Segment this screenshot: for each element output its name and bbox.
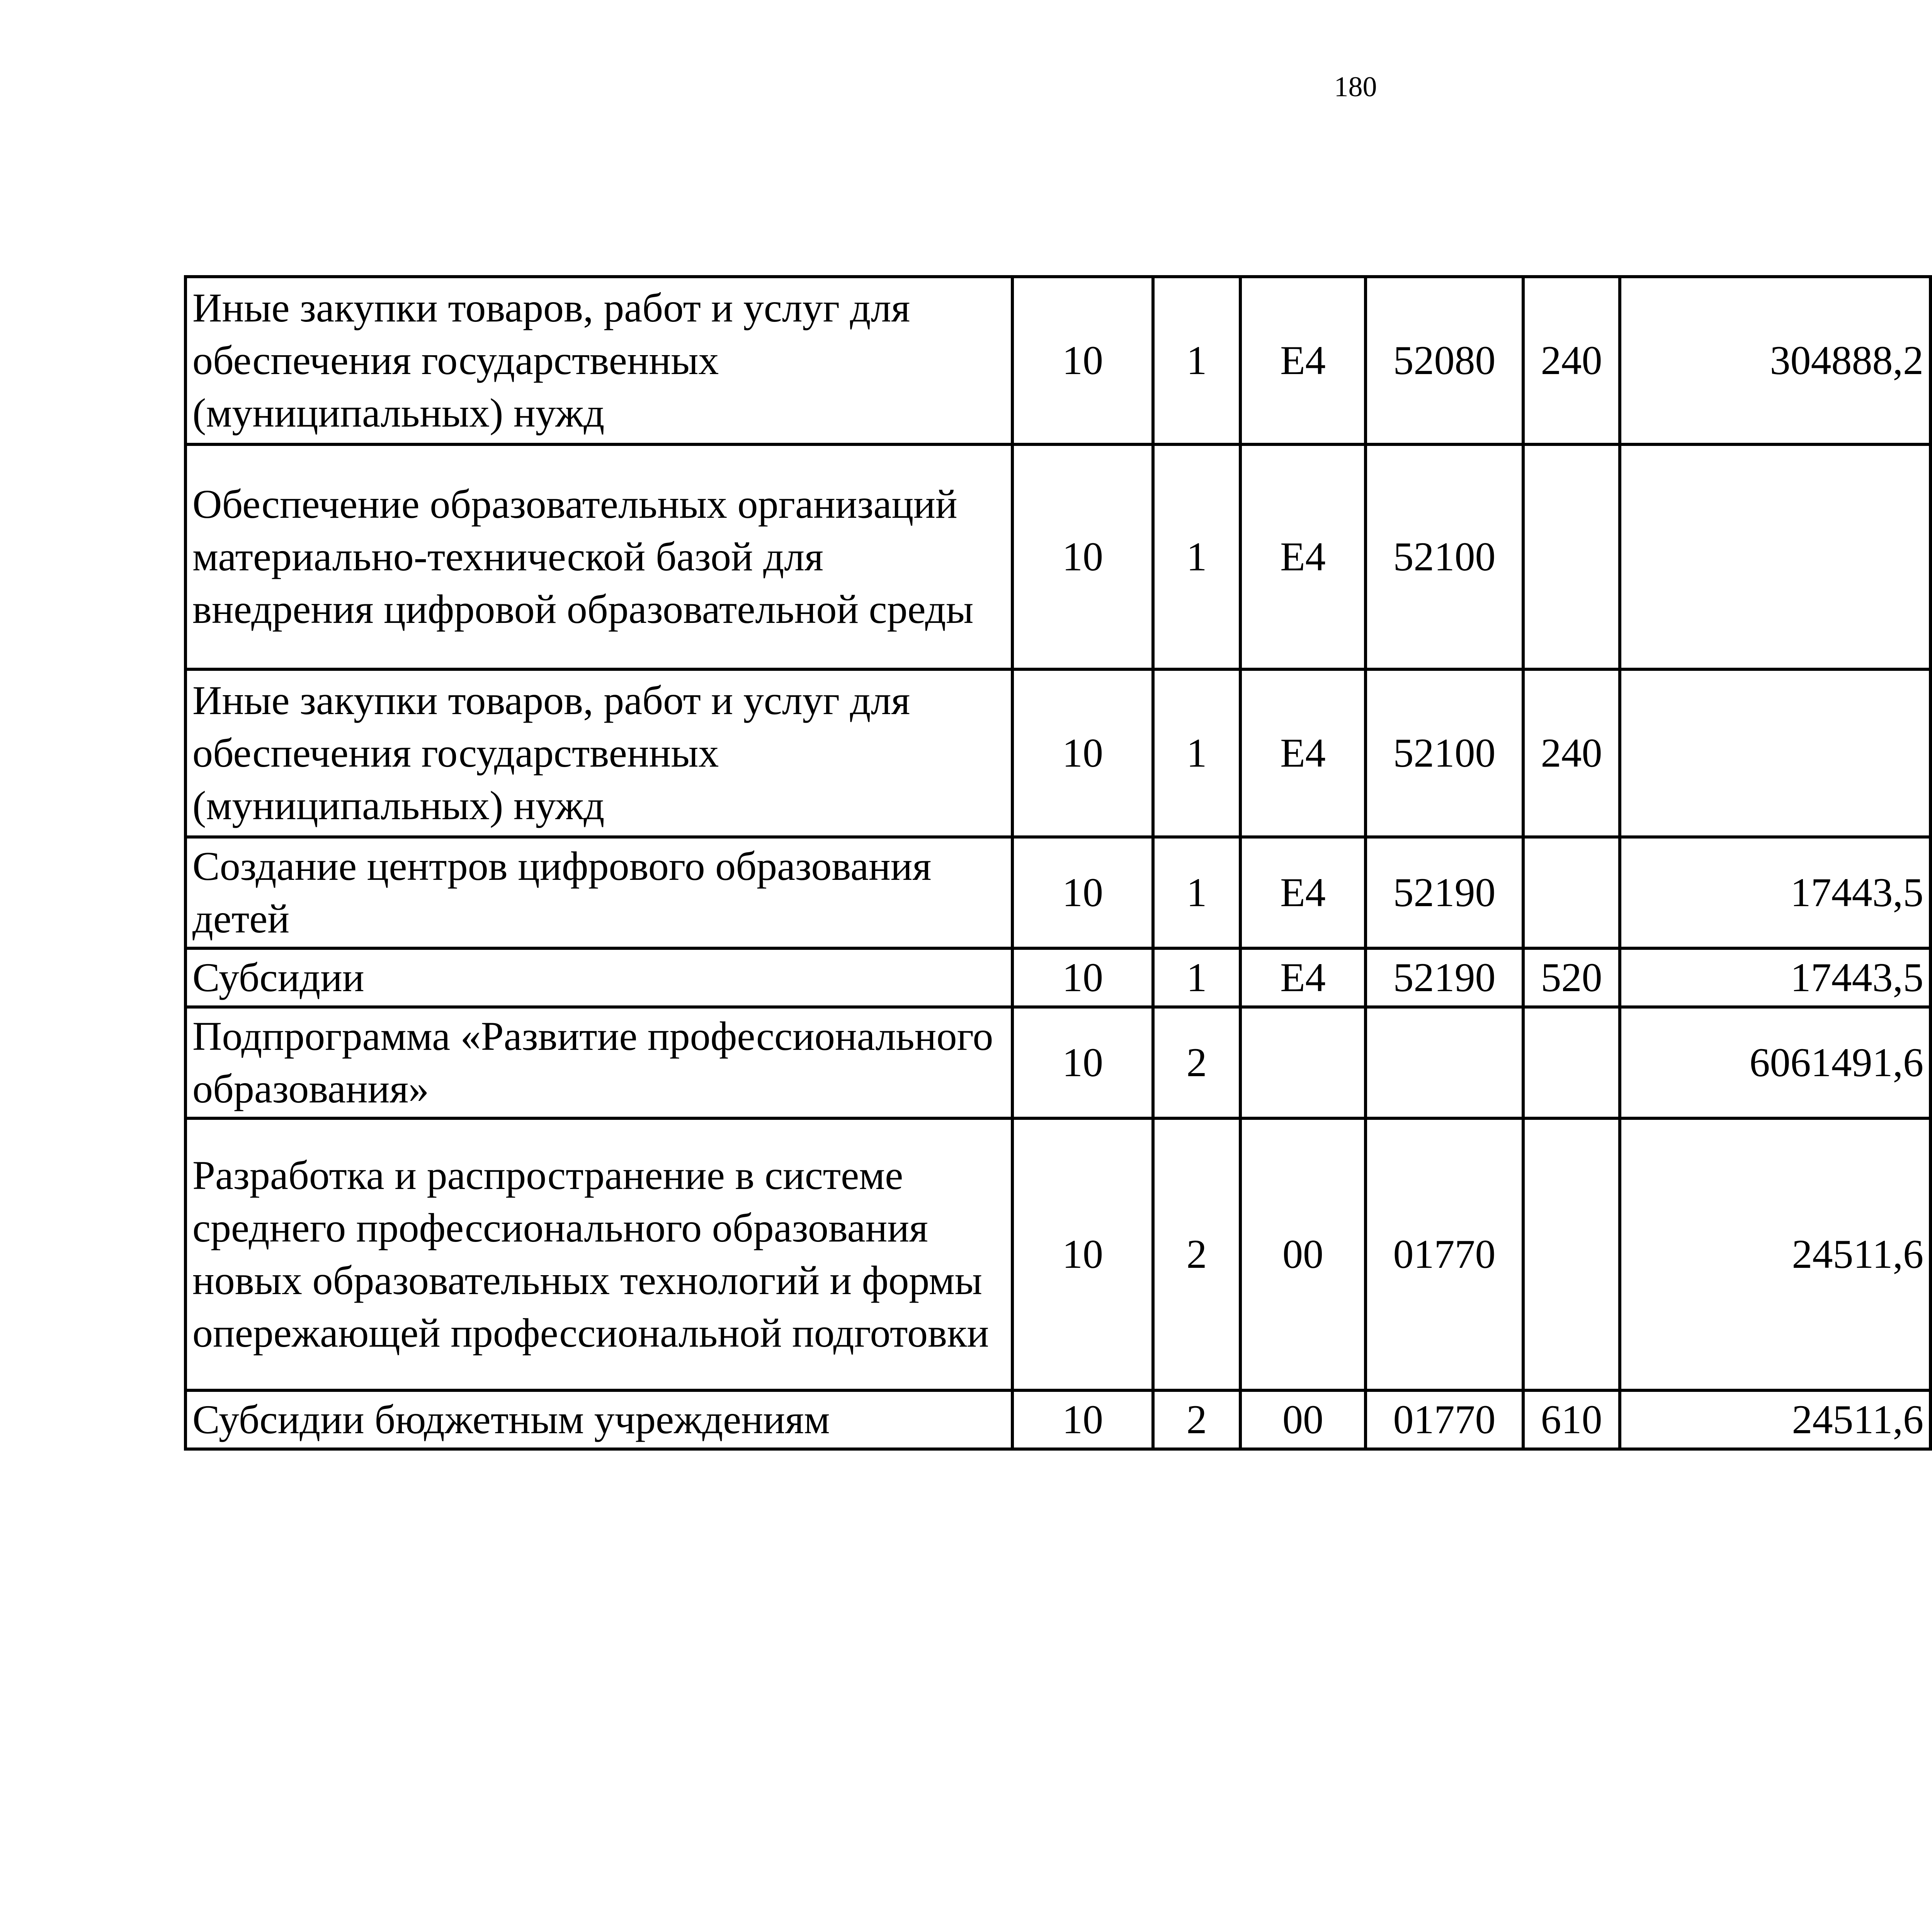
section-code-cell: 10 xyxy=(1012,669,1153,837)
target-code-cell: 52190 xyxy=(1366,837,1523,948)
target-code-cell: 01770 xyxy=(1366,1118,1523,1390)
amount-year-1-cell: 304888,2 xyxy=(1620,277,1930,444)
amount-year-2-cell xyxy=(1930,948,1932,1007)
target-code-cell xyxy=(1366,1007,1523,1118)
amount-year-1-cell: 24511,6 xyxy=(1620,1390,1930,1449)
subsection-code-cell: 2 xyxy=(1153,1118,1240,1390)
expense-type-cell xyxy=(1523,1007,1620,1118)
section-code-cell: 10 xyxy=(1012,1390,1153,1449)
expense-type-cell: 240 xyxy=(1523,669,1620,837)
amount-year-1-cell: 6061491,6 xyxy=(1620,1007,1930,1118)
program-code-cell: E4 xyxy=(1240,669,1366,837)
program-code-cell xyxy=(1240,1007,1366,1118)
amount-year-2-cell xyxy=(1930,1118,1932,1390)
target-code-cell: 52100 xyxy=(1366,669,1523,837)
row-name-cell: Обеспечение образовательных организаций материально-технической базой для внедрения цифровой образовательной среды xyxy=(185,444,1012,669)
subsection-code-cell: 1 xyxy=(1153,277,1240,444)
subsection-code-cell: 1 xyxy=(1153,669,1240,837)
page-number: 180 xyxy=(1334,71,1377,103)
expense-type-cell: 520 xyxy=(1523,948,1620,1007)
program-code-cell: E4 xyxy=(1240,277,1366,444)
subsection-code-cell: 1 xyxy=(1153,444,1240,669)
table-row xyxy=(185,948,1932,1007)
amount-year-1-cell: 24511,6 xyxy=(1620,1118,1930,1390)
target-code-cell: 52080 xyxy=(1366,277,1523,444)
subsection-code-cell: 1 xyxy=(1153,837,1240,948)
table-row xyxy=(185,1118,1932,1390)
table-row xyxy=(185,444,1932,669)
target-code-cell: 52100 xyxy=(1366,444,1523,669)
amount-year-1-cell xyxy=(1620,669,1930,837)
amount-year-1-cell: 17443,5 xyxy=(1620,837,1930,948)
program-code-cell: 00 xyxy=(1240,1390,1366,1449)
row-name-cell: Субсидии бюджетным учреждениям xyxy=(185,1390,1012,1449)
program-code-cell: E4 xyxy=(1240,837,1366,948)
target-code-cell: 01770 xyxy=(1366,1390,1523,1449)
section-code-cell: 10 xyxy=(1012,1007,1153,1118)
row-name-cell: Разработка и распространение в системе среднего профессионального образования новых образовательных технологий и формы опережающей профессиональной подготовки xyxy=(185,1118,1012,1390)
table-row xyxy=(185,837,1932,948)
section-code-cell: 10 xyxy=(1012,948,1153,1007)
expense-type-cell xyxy=(1523,444,1620,669)
amount-year-1-cell: 17443,5 xyxy=(1620,948,1930,1007)
row-name-cell: Создание центров цифрового образования детей xyxy=(185,837,1012,948)
subsection-code-cell: 2 xyxy=(1153,1390,1240,1449)
amount-year-2-cell xyxy=(1930,1007,1932,1118)
budget-table xyxy=(184,275,1932,1451)
program-code-cell: E4 xyxy=(1240,948,1366,1007)
row-name-cell: Иные закупки товаров, работ и услуг для обеспечения государственных (муниципальных) нужд xyxy=(185,277,1012,444)
subsection-code-cell: 2 xyxy=(1153,1007,1240,1118)
subsection-code-cell: 1 xyxy=(1153,948,1240,1007)
amount-year-2-cell xyxy=(1930,444,1932,669)
amount-year-1-cell xyxy=(1620,444,1930,669)
program-code-cell: E4 xyxy=(1240,444,1366,669)
program-code-cell: 00 xyxy=(1240,1118,1366,1390)
table-row xyxy=(185,1007,1932,1118)
section-code-cell: 10 xyxy=(1012,277,1153,444)
table-row xyxy=(185,669,1932,837)
expense-type-cell: 610 xyxy=(1523,1390,1620,1449)
target-code-cell: 52190 xyxy=(1366,948,1523,1007)
section-code-cell: 10 xyxy=(1012,444,1153,669)
expense-type-cell: 240 xyxy=(1523,277,1620,444)
table-row xyxy=(185,1390,1932,1449)
amount-year-2-cell xyxy=(1930,277,1932,444)
row-name-cell: Подпрограмма «Развитие профессионального образования» xyxy=(185,1007,1012,1118)
amount-year-2-cell xyxy=(1930,837,1932,948)
expense-type-cell xyxy=(1523,837,1620,948)
row-name-cell: Субсидии xyxy=(185,948,1012,1007)
expense-type-cell xyxy=(1523,1118,1620,1390)
section-code-cell: 10 xyxy=(1012,1118,1153,1390)
row-name-cell: Иные закупки товаров, работ и услуг для обеспечения государственных (муниципальных) нужд xyxy=(185,669,1012,837)
table-row xyxy=(185,277,1932,444)
amount-year-2-cell xyxy=(1930,1390,1932,1449)
section-code-cell: 10 xyxy=(1012,837,1153,948)
amount-year-2-cell xyxy=(1930,669,1932,837)
